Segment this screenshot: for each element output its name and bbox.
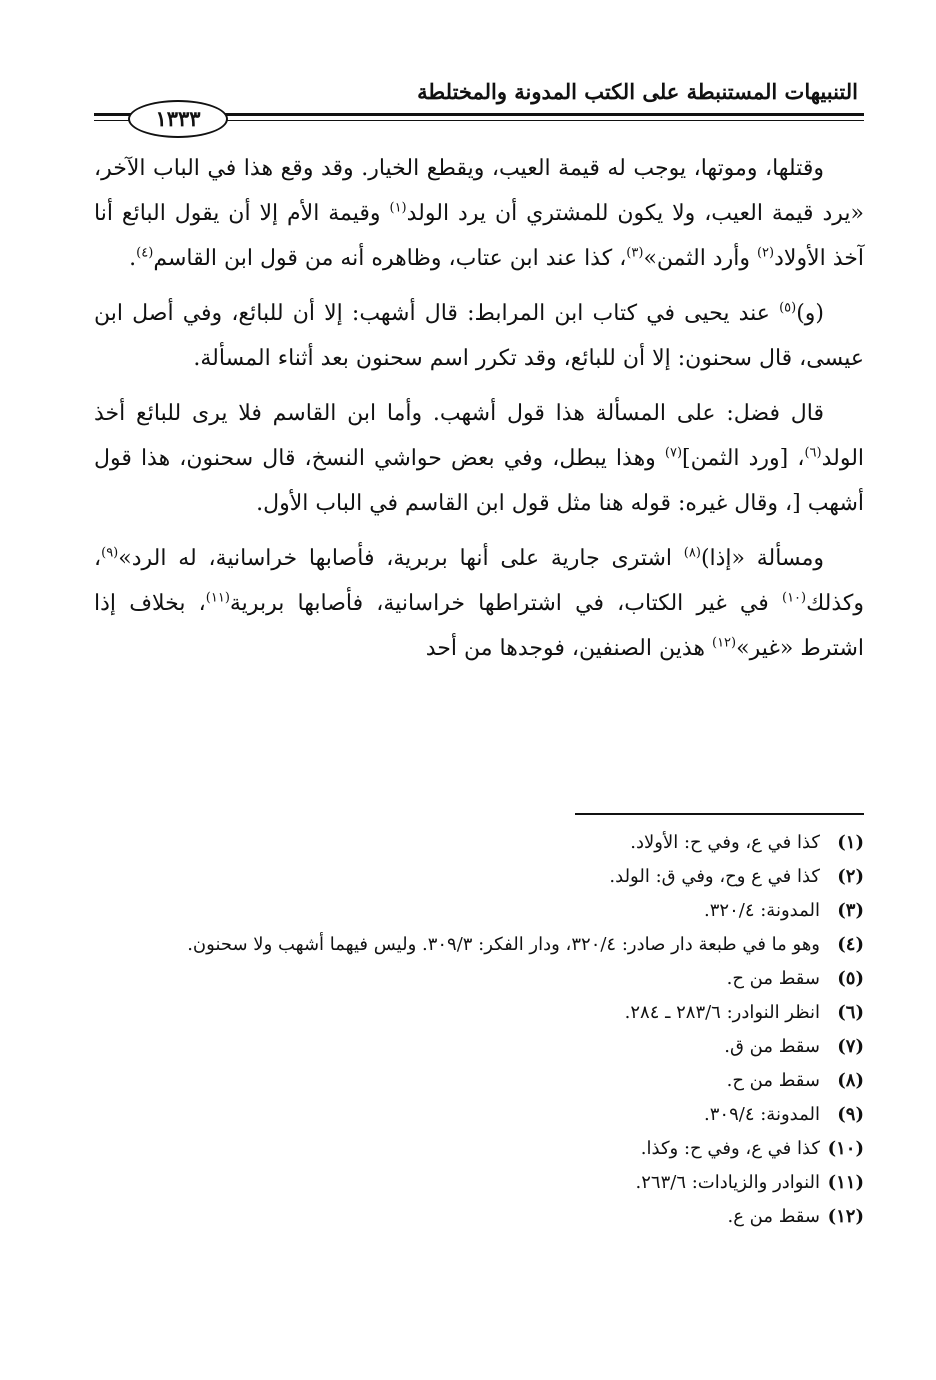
footnote-item [94,928,864,962]
paragraph-1-text-d: ، كذا عند ابن عتاب، وظاهره أنه من قول ابن القاسم [153,246,627,271]
paragraph-2-text-a: (و) [796,301,824,326]
paragraph-4 [94,536,864,671]
footnote-item [94,1132,864,1166]
paragraph-4-text-b: اشترى جارية على أنها بربرية، فأصابها خراسانية، له الرد» [118,546,684,571]
footnote-number: (٧) [837,1036,864,1057]
footnote-ref-1: (١) [389,200,407,216]
footnote-ref-4: (٤) [136,245,154,261]
running-header-title: التنبيهات المستنبطة على الكتب المدونة والمختلطة [417,79,858,104]
paragraph-2 [94,291,864,381]
footnote-item [94,1030,864,1064]
footnote-number: (٩) [837,1104,864,1125]
footnote-ref-5: (٥) [779,300,797,316]
footnote-ref-11: (١١) [205,590,230,606]
footnote-ref-9: (٩) [101,545,119,561]
footnote-text: سقط من ق. [724,1036,820,1057]
paragraph-2-text-b: عند يحيى في كتاب ابن المرابط: قال أشهب: إلا أن للبائع، وفي أصل ابن عيسى، قال سحنون: إلا أن للبائع، وقد تكرر اسم سحنون بعد أثناء المسألة. [94,301,864,371]
footnote-number: (٢) [837,866,864,887]
paragraph-4-text-d: في غير الكتاب، في اشتراطها خراسانية، فأصابها بربرية [229,591,782,616]
footnote-text: انظر النوادر: ٢٨٣/٦ ـ ٢٨٤. [624,1002,820,1023]
footnote-number: (١١) [827,1172,864,1193]
footnote-item [94,1166,864,1200]
footnote-number: (٥) [837,968,864,989]
paragraph-3-text-c: وهذا يبطل، وفي بعض حواشي النسخ، قال سحنون، هذا قول أشهب [، وقال غيره: قوله هنا مثل قول ابن القاسم في الباب الأول. [94,446,864,516]
paragraph-1-text-e: . [129,246,137,271]
footnote-ref-6: (٦) [804,445,822,461]
footnote-item [94,826,864,860]
footnote-item [94,860,864,894]
footnote-item [94,962,864,996]
footnote-ref-2: (٢) [756,245,775,261]
footnote-item [94,1064,864,1098]
footnote-ref-8: (٨) [683,545,701,561]
paragraph-3 [94,391,864,526]
footnote-text: المدونة: ٣٠٩/٤. [704,1104,820,1125]
footnote-text: النوادر والزيادات: ٢٦٣/٦. [635,1172,820,1193]
footnote-item [94,1098,864,1132]
paragraph-3-text-a: قال فضل: على المسألة هذا قول أشهب. وأما ابن القاسم فلا يرى للبائع أخذ الولد [94,401,865,471]
footnotes-list [94,826,864,1234]
footnote-text: كذا في ع، وفي ح: وكذا. [640,1138,820,1159]
footnote-text: سقط من ح. [726,968,820,989]
footnote-item [94,894,864,928]
paragraph-4-text-c: ، وكذلك [94,546,864,616]
footnote-text: سقط من ع. [727,1206,820,1227]
footnote-text: سقط من ح. [726,1070,820,1091]
paragraph-3-text-b: ، [ورد الثمن] [682,446,805,471]
footnote-ref-7: (٧) [664,445,683,461]
footnote-item [94,996,864,1030]
footnote-ref-12: (١٢) [712,635,737,651]
footnote-ref-3: (٣) [626,245,644,261]
main-text [94,146,864,681]
paragraph-1-text-a: وقتلها، وموتها، يوجب له قيمة العيب، ويقطع الخيار. وقد وقع هذا في الباب الآخر، «يرد قيمة العيب، ولا يكون للمشتري أن يرد الولد [94,156,864,226]
footnote-text: كذا في ع، وفي ح: الأولاد. [630,832,820,853]
footnote-number: (١٠) [827,1138,864,1159]
footnote-item [94,1200,864,1234]
footnote-separator [575,813,864,815]
paragraph-4-text-f: هذين الصنفين، فوجدها من أحد [425,636,712,661]
paragraph-1-text-c: وأرد الثمن» [643,246,757,271]
paragraph-1 [94,146,864,281]
footnote-ref-10: (١٠) [781,590,807,606]
paragraph-1-text-b: وقيمة الأم إلا أن يقول البائع أنا آخذ الأولاد [94,201,864,271]
footnote-number: (١) [837,832,864,853]
paragraph-4-text-a: ومسألة «إذا) [700,546,824,571]
footnote-number: (٦) [837,1002,864,1023]
footnote-number: (٨) [837,1070,864,1091]
page-number-badge: ١٣٣٣ [128,100,228,138]
footnote-number: (٤) [837,934,864,955]
footnote-text: كذا في ع وح، وفي ق: الولد. [609,866,820,887]
footnote-text: المدونة: ٣٢٠/٤. [704,900,820,921]
footnote-number: (٣) [837,900,864,921]
footnote-number: (١٢) [827,1206,864,1227]
paragraph-4-text-e: ، بخلاف إذا اشترط «غير» [94,591,864,661]
footnote-text: وهو ما في طبعة دار صادر: ٣٢٠/٤، ودار الفكر: ٣٠٩/٣. وليس فيهما أشهب ولا سحنون. [187,934,820,955]
